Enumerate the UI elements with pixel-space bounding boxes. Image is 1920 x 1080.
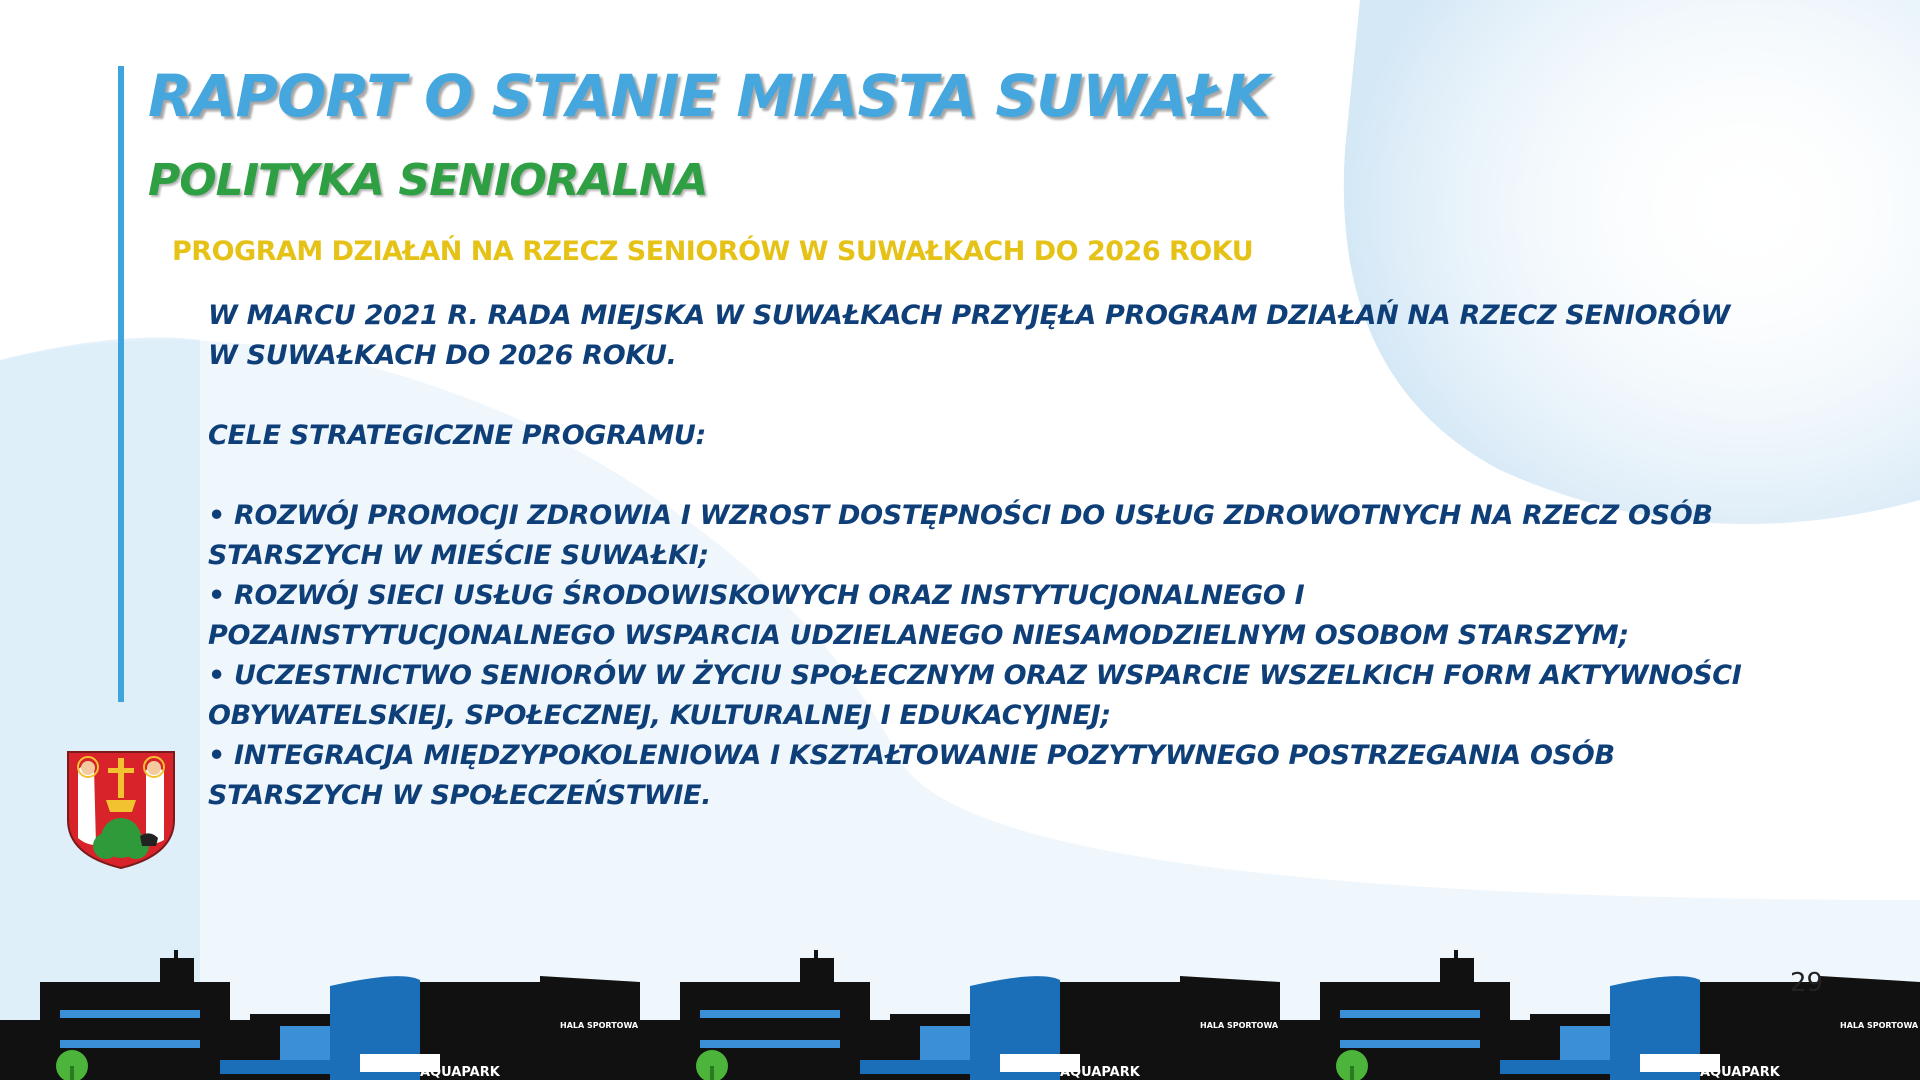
accent-bar [118, 66, 124, 702]
skyline-label-hala: HALA SPORTOWA [1200, 1021, 1279, 1030]
skyline-label-hala: HALA SPORTOWA [560, 1021, 639, 1030]
page-title: RAPORT O STANIE MIASTA SUWAŁK [148, 62, 1269, 130]
program-title: PROGRAM DZIAŁAŃ NA RZECZ SENIORÓW W SUWAŁKACH DO 2026 ROKU [172, 236, 1254, 267]
skyline-label-aquapark: AQUAPARK [1700, 1065, 1780, 1080]
content-block [208, 296, 1748, 816]
goal-item-line: STARSZYCH W MIEŚCIE SUWAŁKI; [208, 540, 709, 571]
city-skyline [0, 950, 1920, 1080]
intro-line: W SUWAŁKACH DO 2026 ROKU. [208, 340, 677, 371]
goal-item-line: OBYWATELSKIEJ, SPOŁECZNEJ, KULTURALNEJ I EDUKACYJNEJ; [208, 700, 1111, 731]
goal-item-line: STARSZYCH W SPOŁECZEŃSTWIE. [208, 780, 712, 811]
section-subtitle: POLITYKA SENIORALNA [148, 155, 708, 206]
goal-item-line: • ROZWÓJ PROMOCJI ZDROWIA I WZROST DOSTĘPNOŚCI DO USŁUG ZDROWOTNYCH NA RZECZ OSÓB [208, 500, 1713, 531]
skyline-label-aquapark: AQUAPARK [420, 1065, 500, 1080]
goal-item-line: • INTEGRACJA MIĘDZYPOKOLENIOWA I KSZTAŁTOWANIE POZYTYWNEGO POSTRZEGANIA OSÓB [208, 740, 1615, 771]
goal-item-line: • ROZWÓJ SIECI USŁUG ŚRODOWISKOWYCH ORAZ INSTYTUCJONALNEGO I [208, 580, 1305, 611]
skyline-label-aquapark: AQUAPARK [1060, 1065, 1140, 1080]
skyline-label-hala: HALA SPORTOWA [1840, 1021, 1919, 1030]
city-crest-icon [66, 750, 176, 870]
page-number: 29 [1790, 968, 1824, 998]
goals-heading: CELE STRATEGICZNE PROGRAMU: [208, 420, 707, 451]
skyline-segment [0, 950, 640, 1080]
goal-item-line: POZAINSTYTUCJONALNEGO WSPARCIA UDZIELANEGO NIESAMODZIELNYM OSOBOM STARSZYM; [208, 620, 1629, 651]
goal-item-line: • UCZESTNICTWO SENIORÓW W ŻYCIU SPOŁECZNYM ORAZ WSPARCIE WSZELKICH FORM AKTYWNOŚCI [208, 660, 1742, 691]
intro-line: W MARCU 2021 R. RADA MIEJSKA W SUWAŁKACH PRZYJĘŁA PROGRAM DZIAŁAŃ NA RZECZ SENIORÓW [208, 300, 1730, 331]
